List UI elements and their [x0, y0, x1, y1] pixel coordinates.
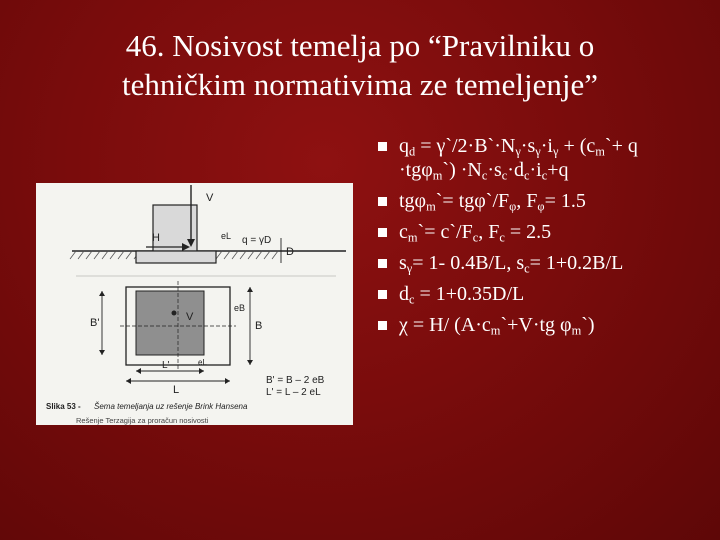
formula-text: `+ q	[604, 135, 638, 157]
formula-text: +q	[547, 159, 569, 181]
slide-title	[20, 26, 700, 104]
formula-subscript: φ	[537, 199, 545, 214]
formula-text: = 2.5	[504, 221, 552, 243]
label-b: B	[255, 320, 263, 332]
square-bullet-icon	[378, 290, 387, 299]
formula-item-chi	[378, 313, 713, 337]
formula-text: = 1- 0.4B/L, s	[412, 252, 525, 274]
label-b-prime: B'	[90, 317, 100, 329]
label-l-prime: L'	[162, 360, 170, 371]
formula-line	[399, 313, 713, 337]
formula-subscript: γ	[515, 144, 521, 159]
formula-text: s	[399, 252, 407, 274]
figure-footer-text: Rešenje Terzagija za proračun nosivosti	[76, 416, 209, 425]
foundation-diagram	[36, 183, 353, 425]
formula-subscript: m	[571, 323, 582, 338]
label-v-inner: V	[186, 311, 194, 323]
formula-text: = 1+0.2B/L	[529, 252, 624, 274]
formula-subscript: c	[501, 168, 508, 183]
formula-line	[399, 220, 713, 244]
label-h: H	[152, 232, 160, 244]
formula-text: `+V·tg φ	[500, 314, 572, 336]
label-d: D	[286, 246, 294, 258]
label-el-top: eL	[221, 231, 232, 241]
formula-item-tg	[378, 189, 713, 213]
formula-text: `= c`/F	[417, 221, 473, 243]
formula-text: tgφ	[399, 190, 427, 212]
formula-text: = γ`/2·B`·N	[415, 135, 516, 157]
square-bullet-icon	[378, 259, 387, 268]
formula-text: ·s	[487, 159, 502, 181]
formula-subscript: c	[481, 168, 488, 183]
label-l: L	[173, 384, 180, 396]
title-line-2: tehničkim normativima ze temeljenje”	[121, 67, 598, 102]
formula-text: d	[399, 283, 409, 305]
label-eb: eB	[234, 303, 246, 313]
formula-subscript: γ	[535, 144, 541, 159]
caption-label: Slika 53 -	[46, 402, 81, 411]
formula-subscript: m	[595, 144, 605, 159]
formula-text: , F	[516, 190, 538, 212]
formula-subscript: m	[426, 199, 436, 214]
formula-line	[399, 158, 713, 182]
label-el-plan: eL	[198, 358, 207, 367]
formula-text: = 1+0.35D/L	[414, 283, 525, 305]
formula-line	[399, 134, 713, 158]
title-line-1: 46. Nosivost temelja po “Pravilniku o	[125, 28, 595, 63]
formula-subscript: c	[541, 168, 548, 183]
formula-text: ·i	[540, 135, 553, 157]
formula-line	[399, 282, 713, 306]
formula-text: c	[399, 221, 408, 243]
formula-text: , F	[478, 221, 500, 243]
formula-subscript: φ	[509, 199, 517, 214]
formula-subscript: c	[499, 230, 505, 245]
formula-item-qd	[378, 134, 713, 182]
square-bullet-icon	[378, 228, 387, 237]
formula-item-cm	[378, 220, 713, 244]
formula-text: ·d	[507, 159, 524, 181]
formula-list	[378, 134, 713, 344]
formula-subscript: γ	[552, 144, 559, 159]
square-bullet-icon	[378, 321, 387, 330]
formula-text: + (c	[558, 135, 596, 157]
formula-subscript: m	[490, 323, 501, 338]
label-q: q = γD	[242, 235, 272, 246]
formula-text: = 1.5	[544, 190, 586, 212]
formula-text: `) ·N	[442, 159, 482, 181]
formula-text: χ = H/ (A·c	[399, 314, 491, 336]
formula-l: L' = L – 2 eL	[266, 387, 321, 398]
formula-subscript: d	[409, 144, 416, 159]
formula-subscript: m	[407, 230, 418, 245]
formula-item-dc	[378, 282, 713, 306]
formula-subscript: m	[432, 168, 443, 183]
square-bullet-icon	[378, 197, 387, 206]
formula-subscript: c	[523, 168, 530, 183]
label-v-top: V	[206, 192, 214, 204]
formula-text: `)	[581, 314, 595, 336]
formula-b: B' = B – 2 eB	[266, 375, 325, 386]
formula-text: ·s	[520, 135, 536, 157]
formula-subscript: c	[409, 292, 415, 307]
formula-text: `= tgφ`/F	[435, 190, 510, 212]
caption-text: Šema temeljanja uz rešenje Brink Hansena	[94, 402, 248, 411]
formula-subscript: γ	[406, 261, 413, 276]
formula-line	[399, 251, 713, 275]
formula-text: q	[399, 135, 409, 157]
formula-line	[399, 189, 713, 213]
formula-item-s	[378, 251, 713, 275]
formula-text: ·i	[529, 159, 542, 181]
formula-text: ·tgφ	[399, 159, 433, 181]
formula-subscript: c	[472, 230, 479, 245]
formula-subscript: c	[524, 261, 530, 276]
square-bullet-icon	[378, 142, 387, 151]
